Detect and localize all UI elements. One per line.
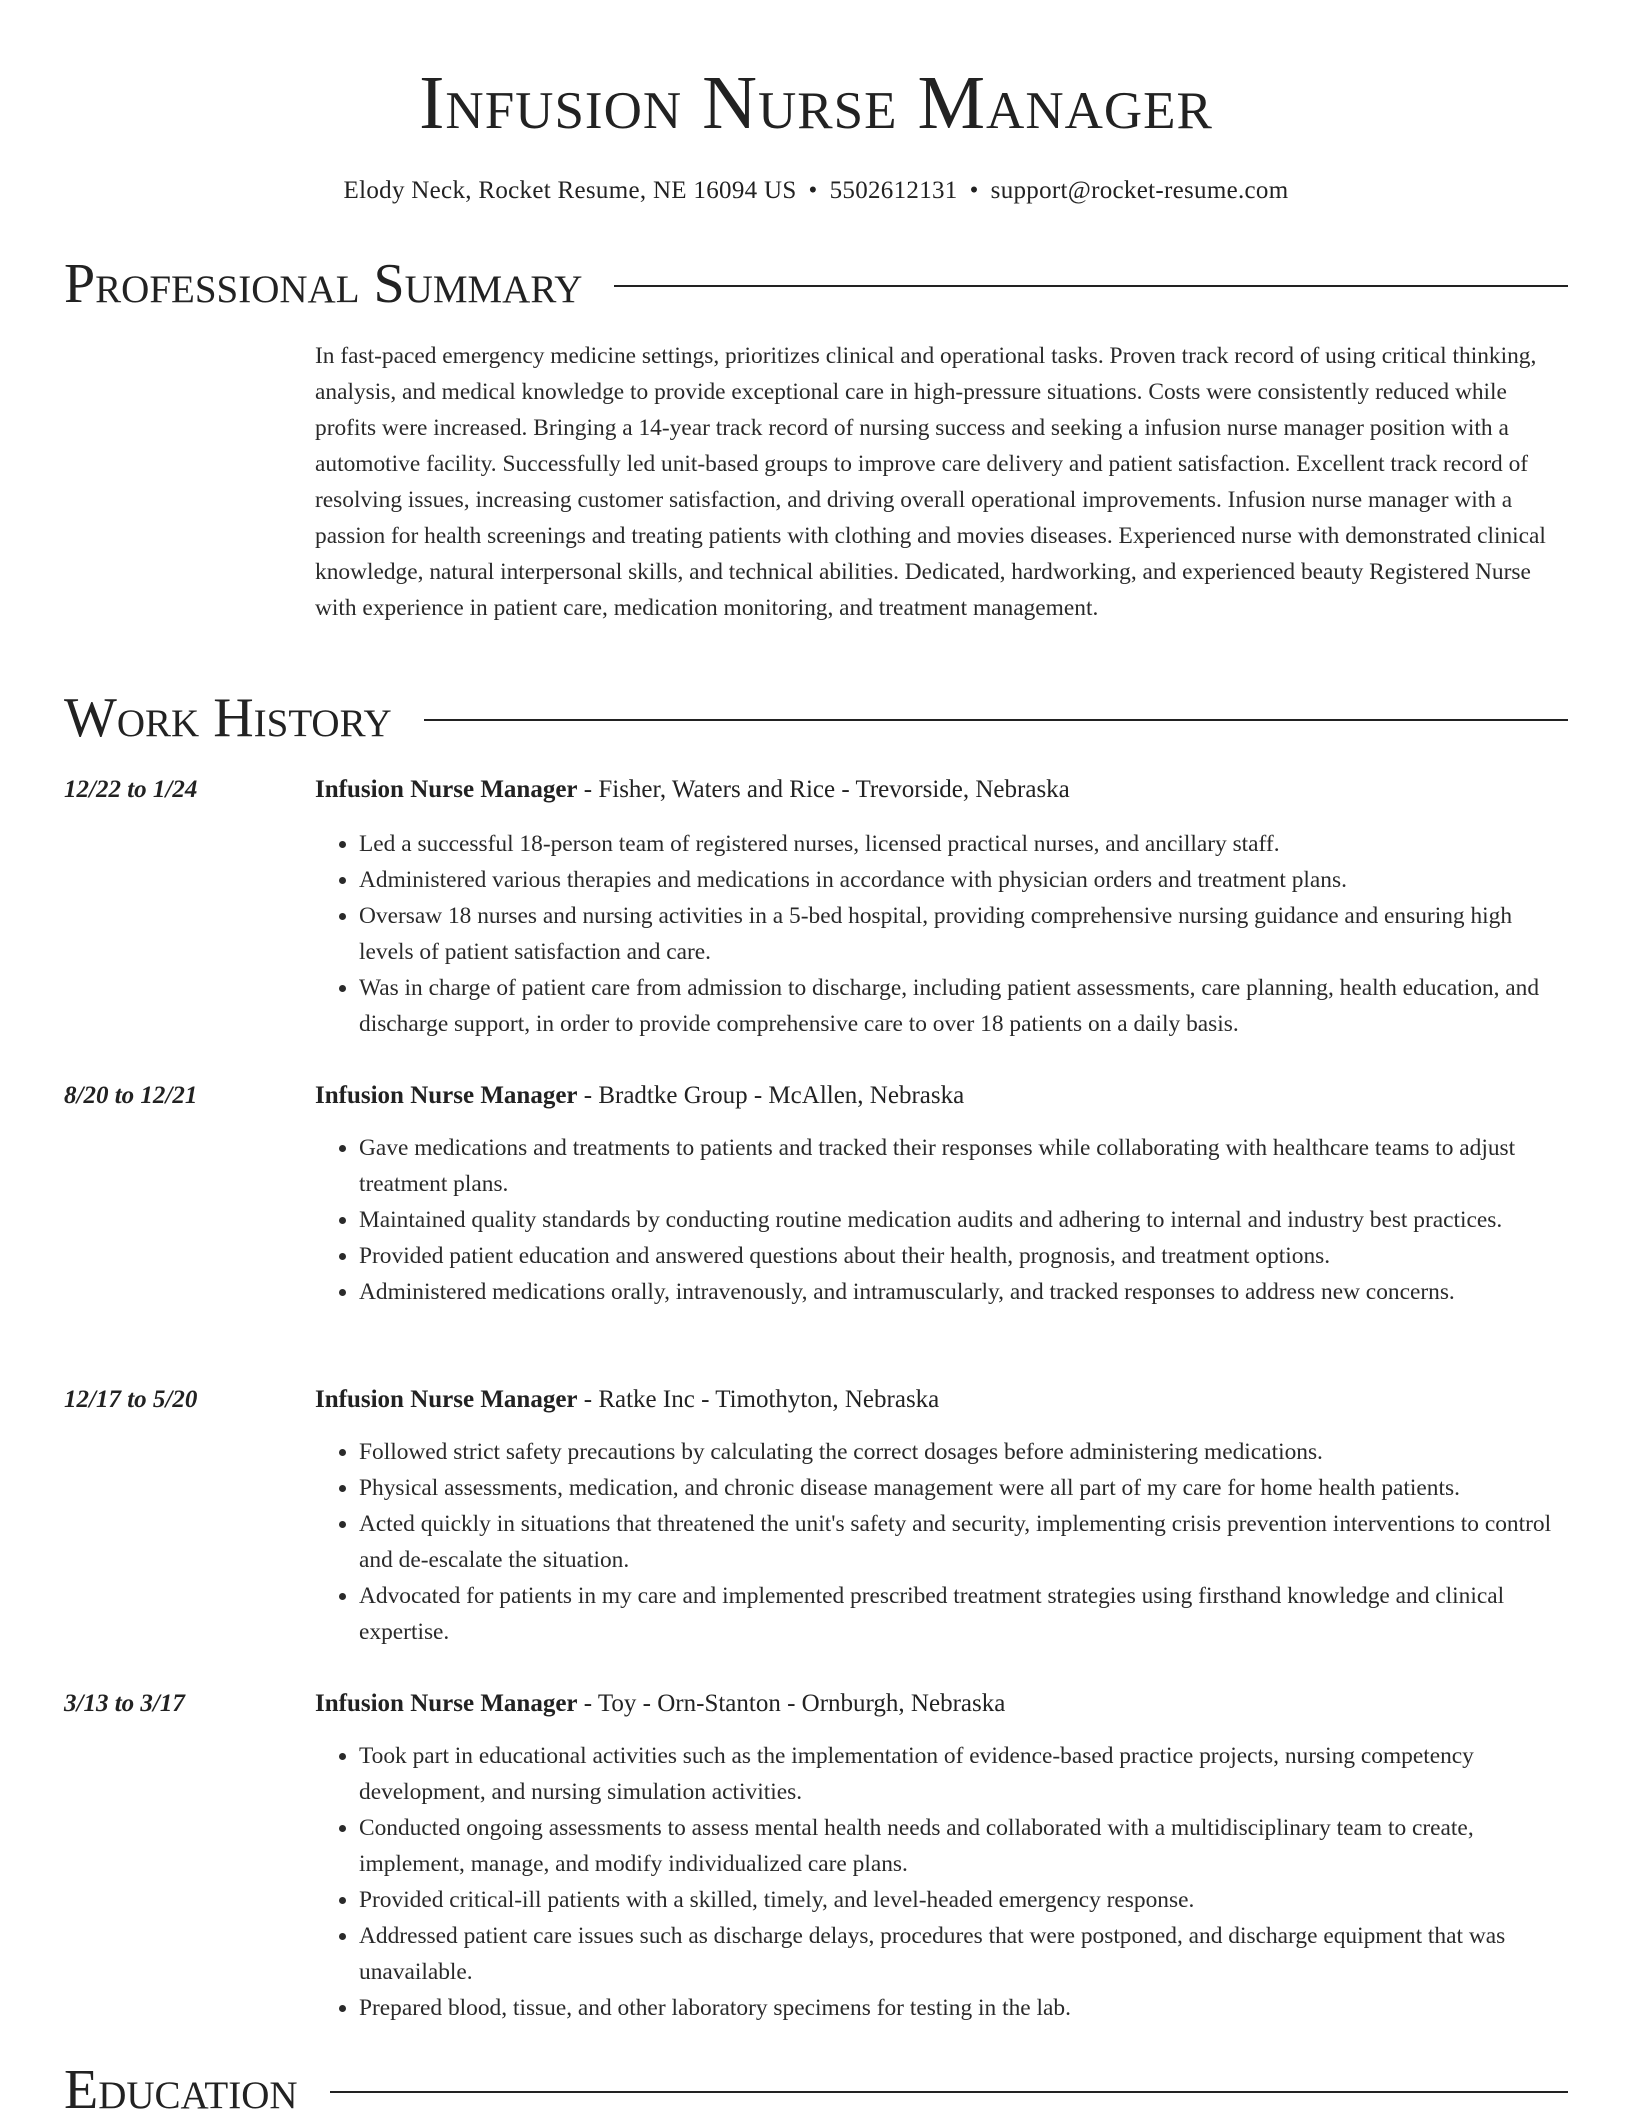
job-bullet: • Maintained quality standards by conducting routine medication audits and adhering to internal and industry best practices. [359, 1202, 1568, 1238]
contact-email: support@rocket-resume.com [990, 177, 1289, 204]
job-bullet: • Conducted ongoing assessments to assess mental health needs and collaborated with a multidisciplinary team to create, implement, manage, and modify individualized care plans. [359, 1810, 1568, 1882]
job-title-line [315, 1078, 964, 1114]
job-title: Infusion Nurse Manager [315, 1082, 578, 1109]
contact-phone: 5502612131 [829, 177, 958, 204]
contact-separator: • [969, 177, 979, 204]
section-divider [614, 285, 1568, 287]
section-heading: Work History [64, 687, 392, 749]
section-work-history [64, 686, 1568, 750]
job-bullet: • Addressed patient care issues such as discharge delays, procedures that were postponed, and discharge equipment that was unavailable. [359, 1918, 1568, 1990]
job-bullets [315, 1738, 1568, 2026]
job-bullet: • Acted quickly in situations that threatened the unit's safety and security, implementing crisis prevention interventions to control and de-escalate the situation. [359, 1506, 1568, 1578]
contact-separator: • [808, 177, 818, 204]
section-divider [424, 719, 1568, 721]
job-title-line [315, 1382, 939, 1418]
job-dates: 12/17 to 5/20 [64, 1386, 198, 1413]
job-bullet: • Administered various therapies and medications in accordance with physician orders and treatment plans. [359, 862, 1568, 898]
job-bullet: • Led a successful 18-person team of registered nurses, licensed practical nurses, and ancillary staff. [359, 826, 1568, 862]
contact-address: Elody Neck, Rocket Resume, NE 16094 US [343, 177, 797, 204]
job-bullet: • Prepared blood, tissue, and other laboratory specimens for testing in the lab. [359, 1990, 1568, 2026]
job-title-line [315, 772, 1070, 808]
job-bullet: • Followed strict safety precautions by calculating the correct dosages before administering medications. [359, 1434, 1568, 1470]
job-bullets [315, 826, 1568, 1042]
job-bullet: • Physical assessments, medication, and chronic disease management were all part of my care for home health patients. [359, 1470, 1568, 1506]
section-heading: Education [64, 2059, 298, 2121]
job-title: Infusion Nurse Manager [315, 1690, 578, 1717]
job-employer: - Bradtke Group - McAllen, Nebraska [577, 1082, 965, 1109]
job-bullets [315, 1130, 1568, 1310]
section-divider [330, 2091, 1568, 2093]
job-dates: 8/20 to 12/21 [64, 1082, 198, 1109]
job-bullets [315, 1434, 1568, 1650]
summary-text: In fast-paced emergency medicine settings, prioritizes clinical and operational tasks. Proven track record of using critical thinking, analysis, and medical knowledge to provide exceptional care in high-pressure situations. Costs were consistently reduced while profits were increased. Bringing a 14-year track record of nursing success and seeking a infusion nurse manager position with a automotive facility. Successfully led unit-based groups to improve care delivery and patient satisfaction. Excellent track record of resolving issues, increasing customer satisfaction, and driving overall operational improvements. Infusion nurse manager with a passion for health screenings and treating patients with clothing and movies diseases. Experienced nurse with demonstrated clinical knowledge, natural interpersonal skills, and technical abilities. Dedicated, hardworking, and experienced beauty Registered Nurse with experience in patient care, medication monitoring, and treatment management. [315, 343, 1546, 621]
job-bullet: • Provided patient education and answered questions about their health, prognosis, and treatment options. [359, 1238, 1568, 1274]
section-heading: Professional Summary [64, 253, 583, 315]
job-employer: - Ratke Inc - Timothyton, Nebraska [577, 1386, 940, 1413]
job-employer: - Fisher, Waters and Rice - Trevorside, Nebraska [577, 776, 1070, 803]
job-title: Infusion Nurse Manager [315, 776, 578, 803]
job-bullet: • Advocated for patients in my care and implemented prescribed treatment strategies using firsthand knowledge and clinical expertise. [359, 1578, 1568, 1650]
job-bullet: • Administered medications orally, intravenously, and intramuscularly, and tracked responses to address new concerns. [359, 1274, 1568, 1310]
job-dates: 3/13 to 3/17 [64, 1690, 185, 1717]
job-bullet: • Oversaw 18 nurses and nursing activities in a 5-bed hospital, providing comprehensive nursing guidance and ensuring high levels of patient satisfaction and care. [359, 898, 1568, 970]
resume-name: Infusion Nurse Manager [419, 61, 1213, 145]
job-title-line [315, 1686, 1005, 1722]
job-bullet: • Provided critical-ill patients with a skilled, timely, and level-headed emergency response. [359, 1882, 1568, 1918]
job-bullet: • Took part in educational activities such as the implementation of evidence-based practice projects, nursing competency development, and nursing simulation activities. [359, 1738, 1568, 1810]
job-bullet: • Was in charge of patient care from admission to discharge, including patient assessments, care planning, health education, and discharge support, in order to provide comprehensive care to over 18 patients on a daily basis. [359, 970, 1568, 1042]
section-education [64, 2058, 1568, 2122]
job-dates: 12/22 to 1/24 [64, 776, 198, 803]
job-title: Infusion Nurse Manager [315, 1386, 578, 1413]
job-bullet: • Gave medications and treatments to patients and tracked their responses while collaborating with healthcare teams to adjust treatment plans. [359, 1130, 1568, 1202]
section-professional-summary [64, 252, 1568, 316]
contact-line [0, 174, 1632, 208]
job-employer: - Toy - Orn-Stanton - Ornburgh, Nebraska [577, 1690, 1006, 1717]
